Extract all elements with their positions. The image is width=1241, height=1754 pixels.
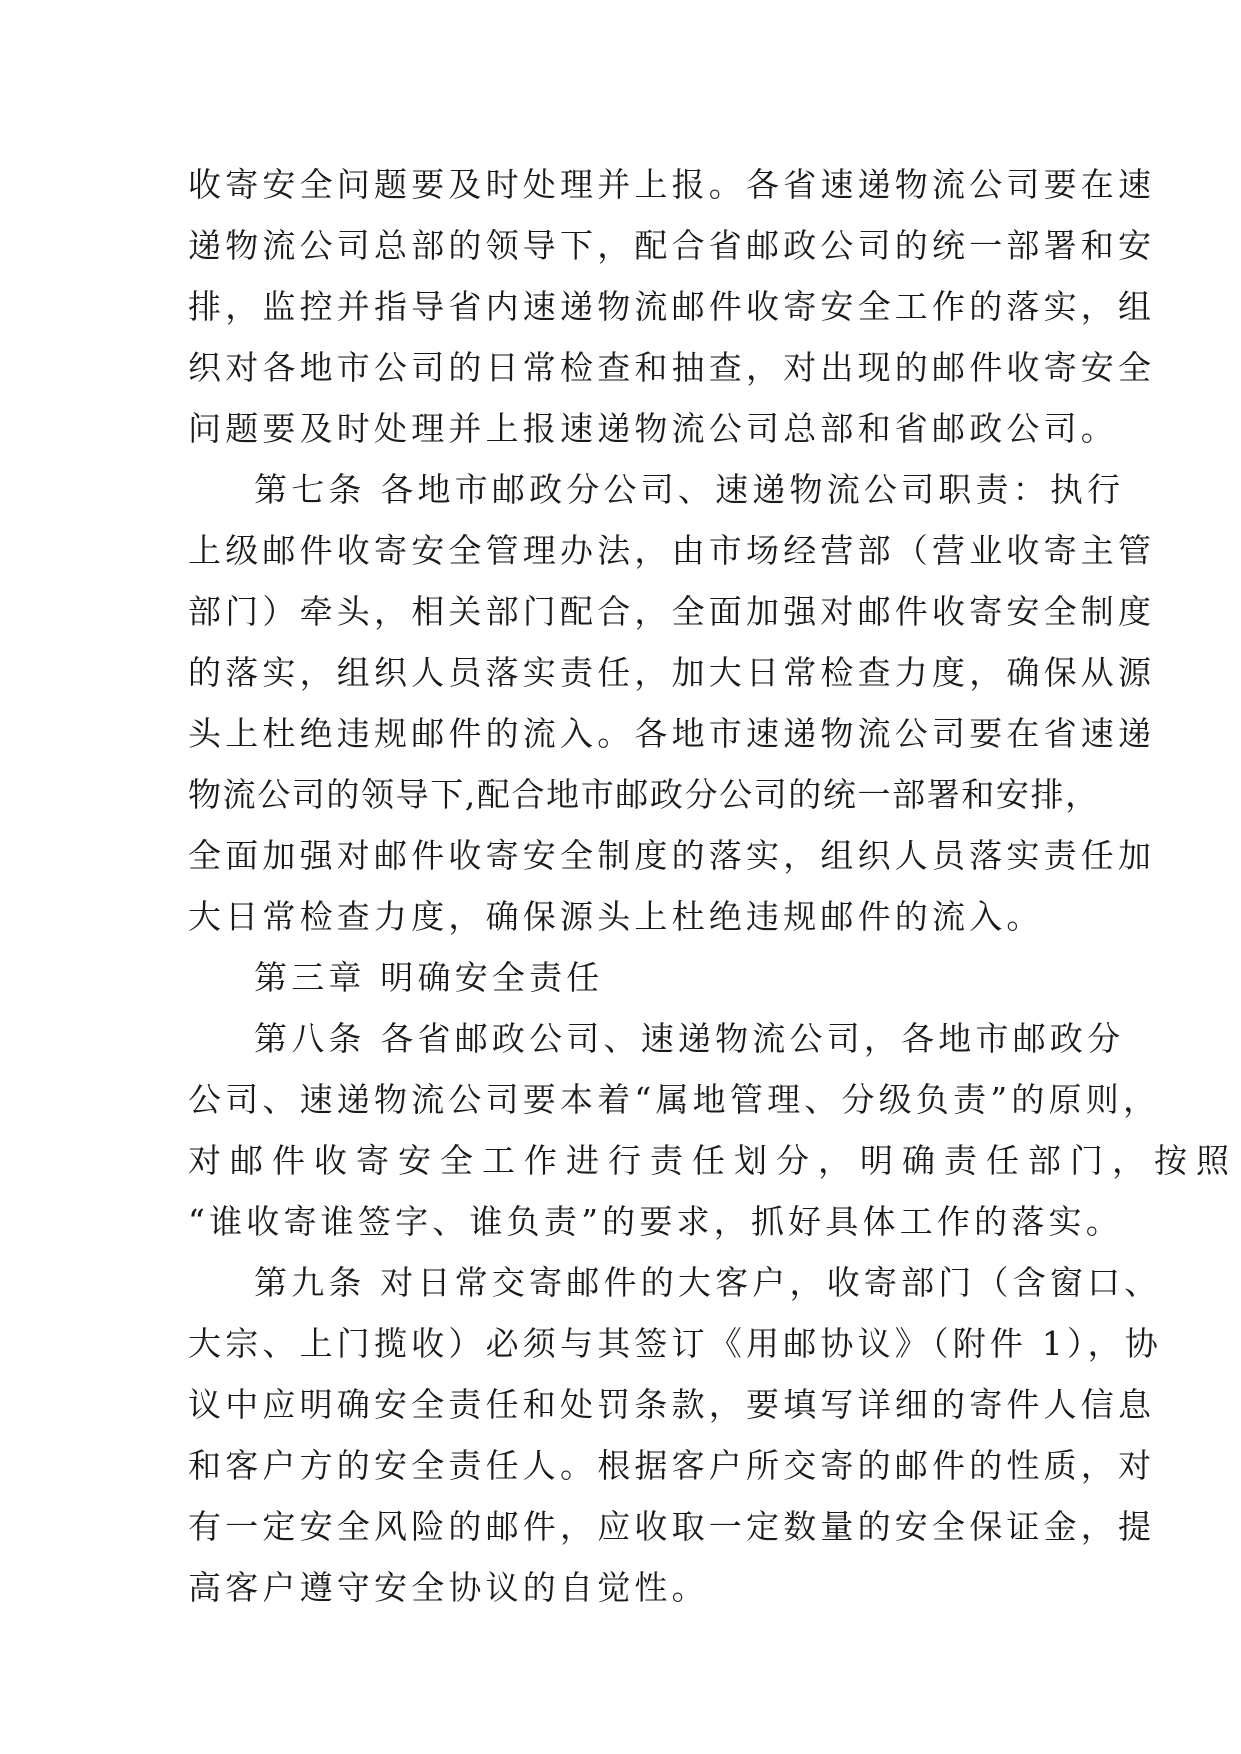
text-line: 递物流公司总部的领导下，配合省邮政公司的统一部署和安	[188, 226, 1156, 265]
text-line: “谁收寄谁签字、谁负责”的要求，抓好具体工作的落实。	[188, 1202, 1123, 1241]
text-line: 全面加强对邮件收寄安全制度的落实，组织人员落实责任加	[188, 836, 1156, 875]
article-8-heading-line: 第八条 各省邮政公司、速递物流公司，各地市邮政分	[254, 1019, 1125, 1058]
text-line: 的落实，组织人员落实责任，加大日常检查力度，确保从源	[188, 653, 1156, 692]
text-line: 高客户遵守安全协议的自觉性。	[188, 1568, 709, 1607]
text-line: 大宗、上门揽收）必须与其签订《用邮协议》（附件 1），协	[188, 1324, 1163, 1363]
text-line: 议中应明确安全责任和处罚条款，要填写详细的寄件人信息	[188, 1385, 1156, 1424]
text-line: 收寄安全问题要及时处理并上报。各省速递物流公司要在速	[188, 165, 1156, 204]
text-line: 排，监控并指导省内速递物流邮件收寄安全工作的落实，组	[188, 287, 1156, 326]
chapter-heading: 第三章 明确安全责任	[254, 958, 604, 997]
text-line: 问题要及时处理并上报速递物流公司总部和省邮政公司。	[188, 409, 1118, 448]
text-line: 部门）牵头，相关部门配合，全面加强对邮件收寄安全制度	[188, 592, 1156, 631]
text-line: 公司、速递物流公司要本着“属地管理、分级负责”的原则，	[188, 1080, 1161, 1119]
text-line: 大日常检查力度，确保源头上杜绝违规邮件的流入。	[188, 897, 1044, 936]
article-9-heading-line: 第九条 对日常交寄邮件的大客户，收寄部门（含窗口、	[254, 1263, 1162, 1302]
document-body	[188, 154, 1238, 1618]
text-line: 对邮件收寄安全工作进行责任划分，明确责任部门，按照	[188, 1141, 1238, 1180]
text-line: 头上杜绝违规邮件的流入。各地市速递物流公司要在省速递	[188, 714, 1156, 753]
text-line: 织对各地市公司的日常检查和抽查，对出现的邮件收寄安全	[188, 348, 1156, 387]
text-line: 有一定安全风险的邮件，应收取一定数量的安全保证金，提	[188, 1507, 1156, 1546]
text-line: 和客户方的安全责任人。根据客户所交寄的邮件的性质，对	[188, 1446, 1156, 1485]
article-7-heading-line: 第七条 各地市邮政分公司、速递物流公司职责：执行	[254, 470, 1125, 509]
text-line: 物流公司的领导下,配合地市邮政分公司的统一部署和安排，	[188, 775, 1100, 814]
text-line: 上级邮件收寄安全管理办法，由市场经营部（营业收寄主管	[188, 531, 1156, 570]
